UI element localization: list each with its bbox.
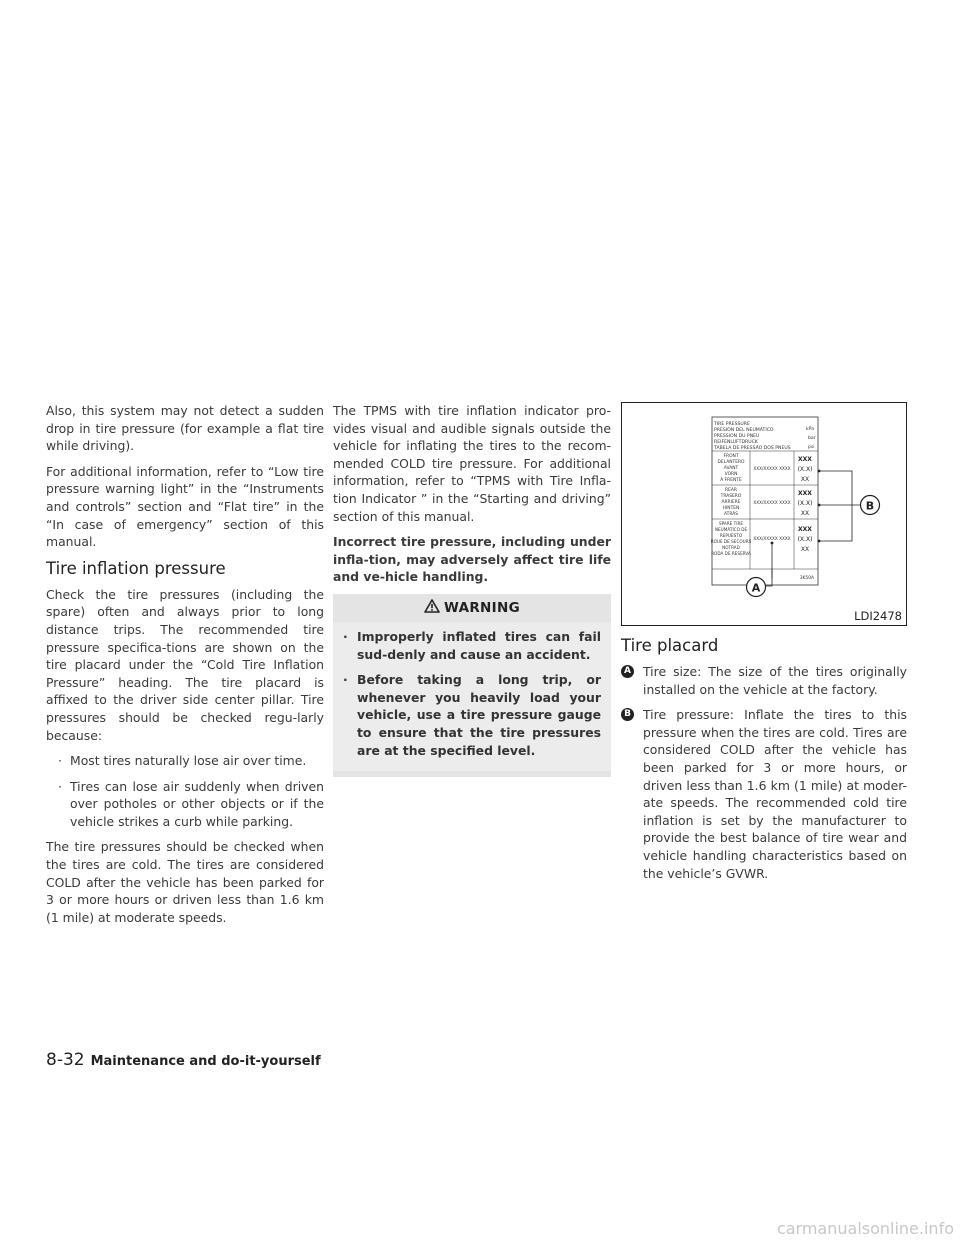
paragraph-tpms: The TPMS with tire inflation indicator pro-vides visual and audible signals outside the vehicle for inflating the tires to the recom-mended COLD tire pressure. For additional information, refer to “TPMS with Tire Infla-tion Indicator ” in the “Starting and driving” section of this manual. <box>333 403 611 524</box>
svg-text:XXX: XXX <box>798 526 812 533</box>
svg-text:AVANT: AVANT <box>723 466 739 471</box>
unit-label: psi <box>808 445 815 450</box>
section-title: Maintenance and do-it-yourself <box>90 1054 321 1069</box>
warning-item: · Before taking a long trip, or whenever you heavily load your vehicle, use a tire pressure gauge to ensure that the tire pressures are at the specified level. <box>343 672 601 758</box>
placard-header-line: TIRE PRESSURE <box>714 422 750 427</box>
svg-text:À FRENTE: À FRENTE <box>720 478 742 483</box>
tire-placard-illustration <box>622 403 908 627</box>
svg-text:FRONT: FRONT <box>723 454 739 459</box>
bullet-list <box>46 752 324 830</box>
paragraph-additional-info: For additional information, refer to “Low tire pressure warning light” in the “Instruments and controls” section and “Flat tire” in the “In case of emergency” section of this manual. <box>46 463 324 550</box>
svg-text:SPARE TIRE: SPARE TIRE <box>718 521 744 526</box>
svg-text:(X.X): (X.X) <box>797 466 813 473</box>
callout-a-text: Tire size: The size of the tires originally installed on the vehicle at the factory. <box>643 664 907 697</box>
warning-title: WARNING <box>444 599 520 616</box>
svg-text:XXX/XXXXX XXXX: XXX/XXXXX XXXX <box>753 536 791 541</box>
paragraph-detection-limit: Also, this system may not detect a sudden drop in tire pressure (for example a flat tire while driving). <box>46 403 324 454</box>
placard-header-line: PRESIÓN DEL NEUMÁTICO <box>714 428 774 433</box>
bullet-icon: · <box>58 753 62 769</box>
svg-text:XXX/XXXXX XXXX: XXX/XXXXX XXXX <box>753 500 791 505</box>
svg-text:HINTEN: HINTEN <box>722 506 740 511</box>
warning-item: · Improperly inflated tires can fail sud-denly and cause an accident. <box>343 628 601 662</box>
svg-text:XX: XX <box>800 476 810 483</box>
bullet-icon: · <box>343 628 348 644</box>
warning-header <box>333 594 611 622</box>
svg-text:TRASERO: TRASERO <box>720 494 742 499</box>
svg-text:ROUE DE SECOURS: ROUE DE SECOURS <box>710 539 752 544</box>
list-item: · Tires can lose air suddenly when driven over potholes or other objects or if the vehicle strikes a curb while parking. <box>58 778 324 829</box>
page-footer <box>46 1050 321 1070</box>
svg-text:XXX: XXX <box>798 490 812 497</box>
bullet-icon: · <box>343 672 348 688</box>
svg-text:DELANTERO: DELANTERO <box>717 460 745 465</box>
placard-header-line: TABELA DE PRESSÃO DOS PNEUS <box>714 446 791 451</box>
section-heading-tire-placard: Tire placard <box>621 636 719 655</box>
callout-item-b <box>621 706 907 882</box>
svg-text:(X.X): (X.X) <box>797 536 813 543</box>
warning-triangle-icon <box>424 599 440 617</box>
paragraph-incorrect-pressure: Incorrect tire pressure, including under infla-tion, may adversely affect tire life and ve-hicle handling. <box>333 534 611 585</box>
svg-text:ATRÁS: ATRÁS <box>723 512 739 517</box>
svg-text:NOTRAD: NOTRAD <box>722 545 740 550</box>
unit-label: kPa <box>806 427 815 432</box>
section-heading-tire-inflation: Tire inflation pressure <box>46 558 226 578</box>
svg-text:3K50A: 3K50A <box>799 576 814 581</box>
svg-text:REPUESTO: REPUESTO <box>719 533 743 538</box>
placard-header-line: REIFENLUFTDRUCK <box>714 440 758 445</box>
unit-label: bar <box>808 436 816 441</box>
column-1 <box>46 402 324 934</box>
svg-text:XX: XX <box>800 546 810 553</box>
paragraph-check-pressures: Check the tire pressures (including the spare) often and always prior to long distance trips. The recommended tire pressure specifica-tions are shown on the tire placard under the “Cold Tire Inflation Pressure” heading. The tire placard is affixed to the driver side center pillar. Tire pressures should be checked regu-larly because: <box>46 586 324 743</box>
bullet-icon: · <box>58 778 62 794</box>
page-number: 8-32 <box>46 1050 85 1070</box>
column-3 <box>621 402 907 890</box>
svg-text:XXX: XXX <box>798 456 812 463</box>
svg-text:XXX/XXXXX XXXX: XXX/XXXXX XXXX <box>753 466 791 471</box>
paragraph-cold-tires: The tire pressures should be checked when the tires are cold. The tires are considered COLD after the vehicle has been parked for 3 or more hours or driven less than 1.6 km (1 mile) at moderate speeds. <box>46 839 324 925</box>
svg-text:VORN: VORN <box>724 472 738 477</box>
callout-a-badge-icon: A <box>621 665 634 678</box>
svg-text:ARRIERE: ARRIERE <box>721 500 741 505</box>
svg-text:NEUMÁTICO DE: NEUMÁTICO DE <box>714 527 748 532</box>
column-2 <box>333 402 611 777</box>
callout-b-label: B <box>865 499 875 513</box>
callout-b-badge-icon: B <box>621 708 634 721</box>
watermark[interactable]: carmanualsonline.info <box>776 1219 954 1238</box>
svg-text:REAR: REAR <box>725 488 737 493</box>
callout-item-a <box>621 663 907 698</box>
svg-text:(X.X): (X.X) <box>797 500 813 507</box>
warning-list <box>333 622 611 771</box>
svg-text:RODA DE RESERVA: RODA DE RESERVA <box>711 551 751 556</box>
callout-a-label: A <box>751 581 761 595</box>
tire-placard-figure <box>621 402 907 626</box>
callout-b-text: Tire pressure: Inflate the tires to this pressure when the tires are cold. Tires are considered COLD after the vehicle has been parked for 3 or more hours, or driven less than 1.6 km (1 mile) at moder-ate speeds. The recommended cold tire inflation is set by the manufacturer to provide the best balance of tire wear and vehicle handling characteristics based on the vehicle’s GVWR. <box>643 707 907 881</box>
figure-id: LDI2478 <box>854 609 902 623</box>
list-item: · Most tires naturally lose air over time. <box>58 753 307 769</box>
warning-box <box>333 594 611 777</box>
svg-text:XX: XX <box>800 510 810 517</box>
placard-header-line: PRESSION DU PNEU <box>714 434 760 439</box>
